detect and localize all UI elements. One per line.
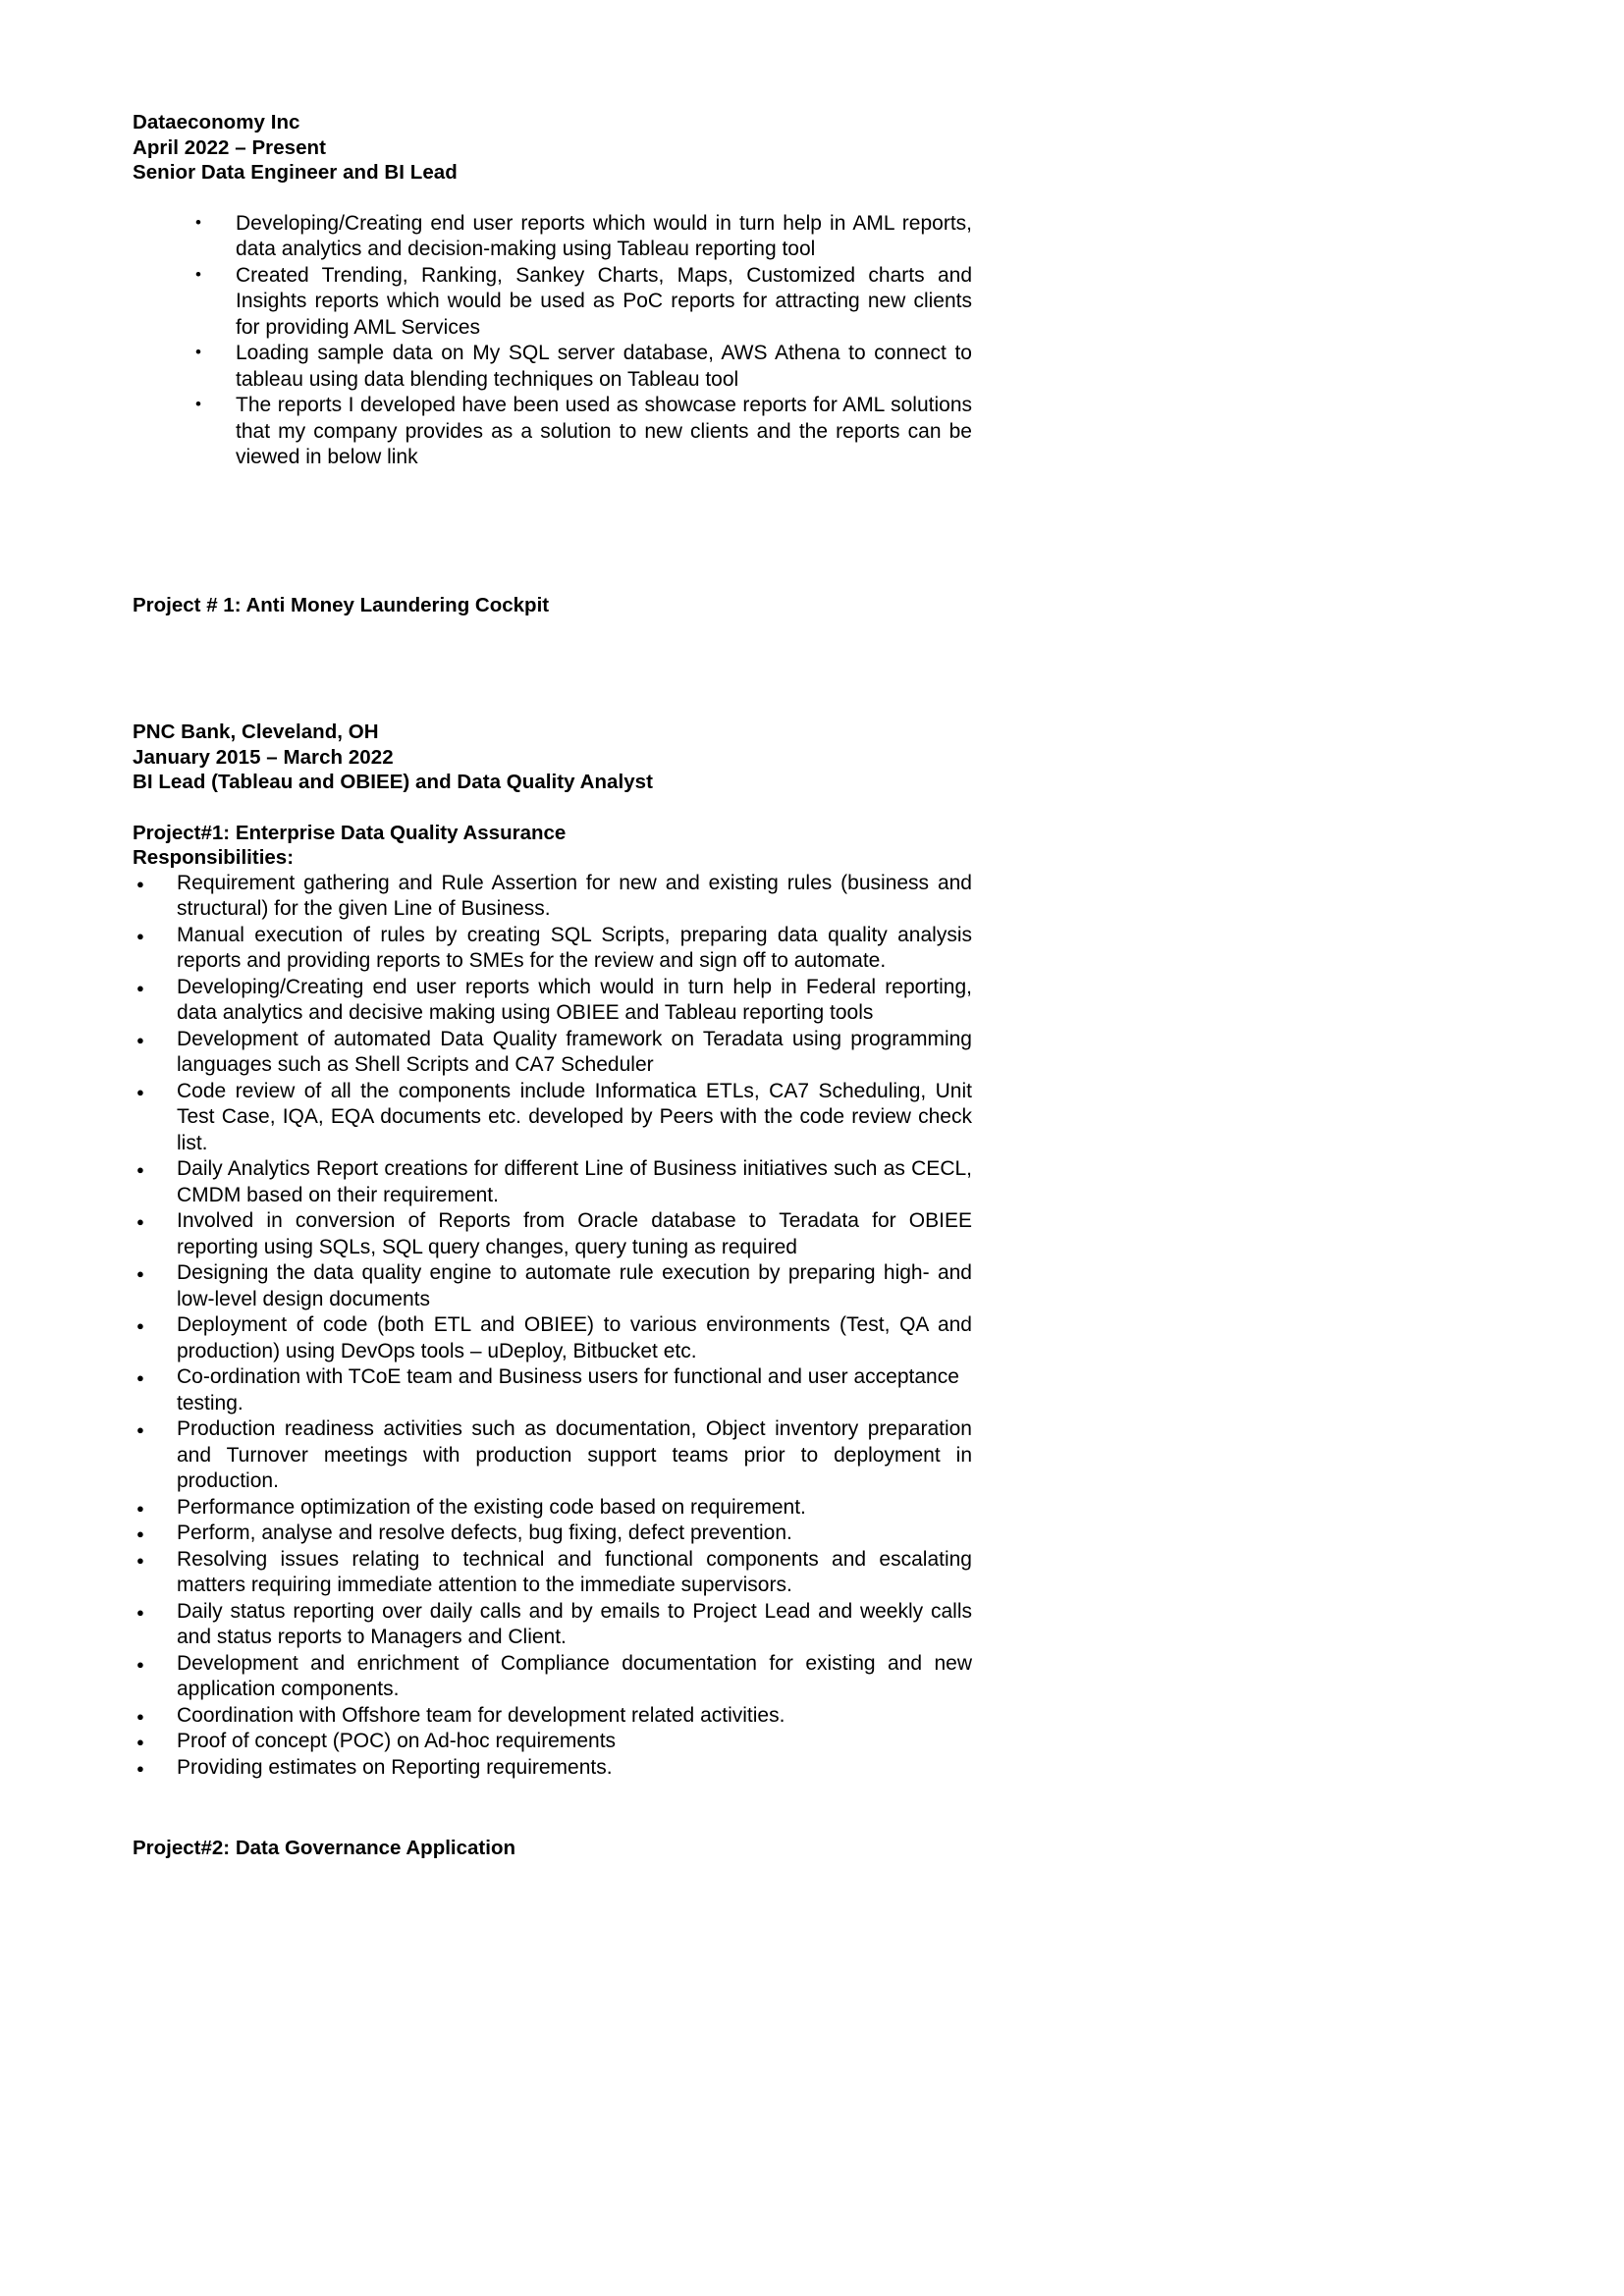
list-item: ● Perform, analyse and resolve defects, bug fixing, defect prevention. [133, 1521, 972, 1547]
list-item: ● Coordination with Offshore team for development related activities. [133, 1703, 972, 1730]
list-item: ● Requirement gathering and Rule Assertion for new and existing rules (business and structural) for the given Line of Business. [133, 871, 972, 923]
job2-company: PNC Bank, Cleveland, OH [133, 721, 379, 743]
job2-project2-heading: Project#2: Data Governance Application [133, 1837, 515, 1859]
spacer [133, 1781, 972, 1836]
list-item: ● Deployment of code (both ETL and OBIEE) to various environments (Test, QA and production) using DevOps tools – uDeploy, Bitbucket etc. [133, 1312, 972, 1364]
job2-header [133, 720, 972, 795]
job1-company: Dataeconomy Inc [133, 111, 300, 133]
list-item: ● Development of automated Data Quality framework on Teradata using programming languages such as Shell Scripts and CA7 Scheduler [133, 1027, 972, 1079]
responsibilities-label: Responsibilities: [133, 846, 295, 869]
spacer [133, 186, 972, 211]
list-item: ● Code review of all the components include Informatica ETLs, CA7 Scheduling, Unit Test Case, IQA, EQA documents etc. developed by Peers with the code review check list. [133, 1079, 972, 1157]
spacer [133, 471, 972, 593]
list-item: ● Resolving issues relating to technical and functional components and escalating matters requiring immediate attention to the immediate supervisors. [133, 1547, 972, 1599]
list-item: ● Designing the data quality engine to automate rule execution by preparing high- and low-level design documents [133, 1260, 972, 1312]
job2-dates: January 2015 – March 2022 [133, 745, 394, 769]
spacer [133, 795, 972, 821]
list-item: ● Developing/Creating end user reports which would in turn help in Federal reporting, data analytics and decisive making using OBIEE and Tableau reporting tools [133, 975, 972, 1027]
job2-project1-heading: Project#1: Enterprise Data Quality Assurance [133, 821, 567, 844]
spacer [133, 617, 972, 720]
job1-title: Senior Data Engineer and BI Lead [133, 161, 458, 184]
list-item: ● Involved in conversion of Reports from Oracle database to Teradata for OBIEE reporting using SQLs, SQL query changes, query tuning as required [133, 1208, 972, 1260]
page-content [133, 110, 972, 1861]
list-item: • The reports I developed have been used as showcase reports for AML solutions that my company provides as a solution to new clients and the reports can be viewed in below link [166, 393, 972, 471]
job1-header [133, 110, 972, 186]
list-item: ● Co-ordination with TCoE team and Business users for functional and user acceptance testing. [133, 1364, 972, 1416]
job1-dates: April 2022 – Present [133, 135, 326, 159]
list-item: ● Development and enrichment of Compliance documentation for existing and new application components. [133, 1651, 972, 1703]
job2-bullet-list [133, 871, 972, 1782]
list-item: • Created Trending, Ranking, Sankey Charts, Maps, Customized charts and Insights reports which would be used as PoC reports for attracting new clients for providing AML Services [166, 263, 972, 342]
list-item: • Developing/Creating end user reports which would in turn help in AML reports, data analytics and decision-making using Tableau reporting tool [166, 211, 972, 263]
job2-title: BI Lead (Tableau and OBIEE) and Data Quality Analyst [133, 771, 654, 793]
list-item: ● Daily Analytics Report creations for different Line of Business initiatives such as CECL, CMDM based on their requirement. [133, 1156, 972, 1208]
list-item: ● Manual execution of rules by creating SQL Scripts, preparing data quality analysis reports and providing reports to SMEs for the review and sign off to automate. [133, 923, 972, 975]
list-item: ● Performance optimization of the existing code based on requirement. [133, 1495, 972, 1522]
list-item: ● Proof of concept (POC) on Ad-hoc requirements [133, 1729, 972, 1755]
list-item: ● Daily status reporting over daily calls and by emails to Project Lead and weekly calls and status reports to Managers and Client. [133, 1599, 972, 1651]
list-item: ● Production readiness activities such as documentation, Object inventory preparation and Turnover meetings with production support teams prior to deployment in production. [133, 1416, 972, 1495]
job1-project-heading: Project # 1: Anti Money Laundering Cockpit [133, 593, 550, 616]
job1-bullet-list [133, 211, 972, 471]
list-item: ● Providing estimates on Reporting requirements. [133, 1755, 972, 1782]
list-item: • Loading sample data on My SQL server database, AWS Athena to connect to tableau using data blending techniques on Tableau tool [166, 341, 972, 393]
